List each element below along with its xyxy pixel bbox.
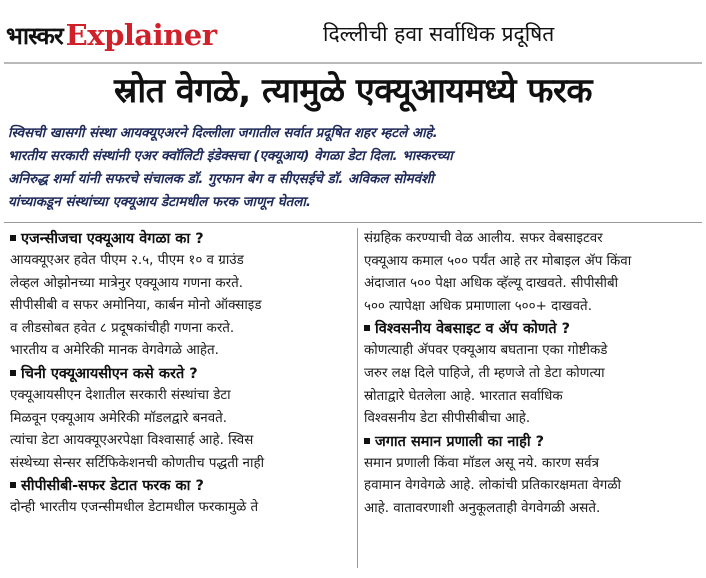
- answer-line: व लीडसोबत हवेत ८ प्रदूषकांचीही गणना करते.: [10, 320, 235, 336]
- answer-line: मिळवून एक्यूआय अमेरिकी मॉडलद्वारे बनवते.: [10, 410, 228, 426]
- answer-text: [364, 340, 700, 430]
- bullet-square-icon: [10, 235, 16, 241]
- intro-line: यांच्याकडून संस्थांच्या एक्यूआय डेटामधील फरक जाणून घेतला.: [8, 195, 311, 210]
- answer-line: आहे. वातावरणाशी अनुकूलताही वेगवेगळी असते.: [364, 500, 601, 516]
- answer-text: [10, 497, 354, 520]
- question-text: सीपीसीबी-सफर डेटात फरक का ?: [21, 478, 204, 495]
- headline: स्रोत वेगळे, त्यामुळे एक्यूआयमध्ये फरक: [114, 71, 592, 111]
- answer-line: हवामान वेगवेगळे आहे. लोकांची प्रतिकारक्षमता वेगळी: [364, 478, 621, 494]
- intro-paragraph: [8, 122, 700, 214]
- answer-line: अंदाजात ५०० पेक्षा अधिक व्हॅल्यू दाखवते. सीपीसीबी: [364, 276, 619, 292]
- answer-line: जरुर लक्ष दिले पाहिजे, ती म्हणजे तो डेटा कोणत्या: [364, 365, 605, 381]
- intro-line: स्विसची खासगी संस्था आयक्यूएअरने दिल्लीला जगातील सर्वात प्रदूषित शहर म्हटले आहे.: [8, 126, 438, 141]
- answer-text: [10, 385, 354, 475]
- answer-line: संग्रहिक करण्याची वेळ आलीय. सफर वेबसाइटवर: [364, 231, 603, 246]
- brand-logo: [6, 12, 216, 58]
- section-divider: [4, 222, 702, 223]
- question-heading: [10, 363, 354, 385]
- answer-line: एक्यूआयसीएन देशातील सरकारी संस्थांचा डेटा: [10, 387, 231, 403]
- answer-line: लेव्हल ओझोनच्या मात्रेनुर एक्यूआय गणना करते.: [10, 275, 244, 291]
- question-heading: [10, 228, 354, 250]
- topic-title: दिल्लीची हवा सर्वाधिक प्रदूषित: [323, 22, 555, 46]
- question-heading: [364, 431, 700, 453]
- question-text: विश्वसनीय वेबसाइट व ॲप कोणते ?: [375, 321, 571, 338]
- question-text: चिनी एक्यूआयसीएन कसे करते ?: [21, 365, 198, 382]
- question-heading: [364, 318, 700, 340]
- answer-line: विश्वसनीय डेटा सीपीसीबीचा आहे.: [364, 411, 531, 427]
- header-divider: [4, 62, 702, 64]
- brand-hindi: भास्कर: [6, 21, 63, 50]
- intro-line: अनिरुद्ध शर्मा यांनी सफरचे संचालक डॉ. गुरफान बेग व सीएसईचे डॉ. अविकल सोमवंशी: [8, 172, 434, 187]
- answer-line: आयक्यूएअर हवेत पीएम २.५, पीएम १० व ग्राउंड: [10, 253, 244, 268]
- column-divider: [357, 228, 358, 568]
- answer-text: [10, 250, 354, 363]
- bullet-square-icon: [364, 325, 370, 331]
- answer-line: ५०० त्यापेक्षा अधिक प्रमाणाला ५००+ दाखवते.: [364, 298, 592, 314]
- answer-line: सीपीसीबी व सफर अमोनिया, कार्बन मोनो ऑक्साइड: [10, 298, 262, 314]
- answer-line: दोन्ही भारतीय एजन्सीमधील डेटामधील फरकामुळे ते: [10, 500, 259, 516]
- answer-line: एक्यूआय कमाल ५०० पर्यंत आहे तर मोबाइल ॲप किंवा: [364, 253, 632, 269]
- bullet-square-icon: [364, 438, 370, 444]
- bullet-square-icon: [10, 482, 16, 488]
- left-column: [10, 228, 354, 520]
- question-heading: [10, 475, 354, 497]
- answer-text: [364, 453, 700, 521]
- question-text: जगात समान प्रणाली का नाही ?: [375, 433, 545, 450]
- intro-line: भारतीय सरकारी संस्थांनी एअर क्वॉलिटी इंडेक्सचा (एक्यूआय) वेगळा डेटा दिला. भास्करच्या: [8, 149, 453, 164]
- answer-line: संस्थेच्या सेन्सर सर्टिफिकेशनची कोणतीच पद्धती नाही: [10, 455, 265, 471]
- answer-text-continued: [364, 228, 700, 318]
- answer-line: समान प्रणाली किंवा मॉडल असू नये. कारण सर्वत्र: [364, 455, 599, 471]
- answer-line: त्यांचा डेटा आयक्यूएअरपेक्षा विश्वासार्ह आहे. स्विस: [10, 433, 254, 449]
- answer-line: कोणत्याही ॲपवर एक्यूआय बघताना एका गोष्टीकडे: [364, 343, 608, 359]
- answer-line: स्रोताद्वारे घेतलेला आहे. भारतात सर्वाधिक: [364, 388, 563, 404]
- header: [0, 0, 706, 62]
- bullet-square-icon: [10, 370, 16, 376]
- answer-line: भारतीय व अमेरिकी मानक वेगवेगळे आहेत.: [10, 343, 219, 359]
- brand-explainer: Explainer: [65, 18, 217, 52]
- question-text: एजन्सीजचा एक्यूआय वेगळा का ?: [21, 231, 204, 247]
- right-column: [364, 228, 700, 521]
